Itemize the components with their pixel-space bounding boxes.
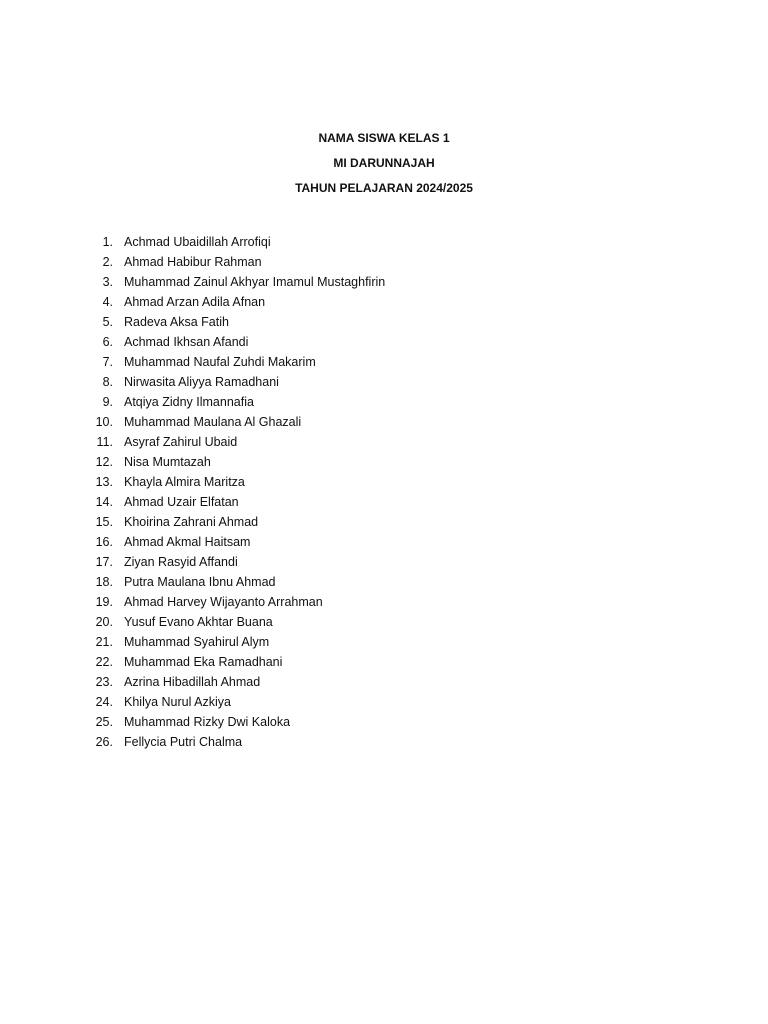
list-item-number: 6. [102,335,113,349]
list-item-number: 10. [95,415,113,429]
student-name: Achmad Ubaidillah Arrofiqi [124,235,271,249]
list-item [0,592,385,612]
list-item-number: 20. [95,615,113,629]
list-item [0,432,385,452]
list-item [0,412,385,432]
student-name: Ziyan Rasyid Affandi [124,555,238,569]
list-item [0,552,385,572]
list-item-number: 9. [102,395,113,409]
student-name: Khayla Almira Maritza [124,475,245,489]
student-name: Ahmad Arzan Adila Afnan [124,295,266,309]
student-name: Azrina Hibadillah Ahmad [124,675,261,689]
student-name: Muhammad Rizky Dwi Kaloka [124,715,291,729]
title-school: MI DARUNNAJAH [333,156,435,170]
student-name: Ahmad Uzair Elfatan [124,495,239,509]
list-item [0,372,385,392]
list-item-number: 7. [102,355,113,369]
list-item-number: 3. [102,275,113,289]
list-item [0,472,385,492]
student-name: Nisa Mumtazah [124,455,211,469]
list-item-number: 8. [102,375,113,389]
student-name: Ahmad Habibur Rahman [124,255,262,269]
list-item [0,512,385,532]
list-item [0,732,385,752]
title-class: NAMA SISWA KELAS 1 [318,131,450,145]
student-list [0,232,385,752]
list-item-number: 13. [95,475,113,489]
list-item [0,332,385,352]
list-item [0,292,385,312]
list-item [0,652,385,672]
student-name: Nirwasita Aliyya Ramadhani [124,375,279,389]
student-name: Fellycia Putri Chalma [124,735,243,749]
list-item [0,272,385,292]
list-item-number: 21. [95,635,113,649]
student-name: Putra Maulana Ibnu Ahmad [124,575,276,589]
list-item-number: 11. [96,435,113,449]
student-name: Radeva Aksa Fatih [124,315,229,329]
student-name: Muhammad Eka Ramadhani [124,655,283,669]
list-item-number: 12. [95,455,113,469]
list-item-number: 2. [102,255,113,269]
list-item-number: 25. [95,715,113,729]
list-item [0,352,385,372]
list-item-number: 4. [102,295,113,309]
list-item-number: 19. [95,595,113,609]
list-item-number: 26. [95,735,113,749]
student-name: Ahmad Akmal Haitsam [124,535,251,549]
list-item-number: 5. [102,315,113,329]
list-item [0,252,385,272]
list-item-number: 22. [95,655,113,669]
list-item [0,672,385,692]
list-item [0,632,385,652]
list-item [0,392,385,412]
student-name: Atqiya Zidny Ilmannafia [124,395,254,409]
list-item [0,532,385,552]
student-name: Ahmad Harvey Wijayanto Arrahman [124,595,323,609]
title-academic-year: TAHUN PELAJARAN 2024/2025 [295,181,473,195]
student-name: Muhammad Syahirul Alym [124,635,270,649]
list-item-number: 23. [95,675,113,689]
student-name: Khilya Nurul Azkiya [124,695,231,709]
list-item-number: 15. [95,515,113,529]
list-item-number: 24. [95,695,113,709]
student-name: Muhammad Zainul Akhyar Imamul Mustaghfirin [124,275,386,289]
list-item [0,312,385,332]
student-name: Muhammad Naufal Zuhdi Makarim [124,355,316,369]
list-item [0,232,385,252]
document-header [0,126,768,201]
list-item [0,692,385,712]
list-item [0,712,385,732]
list-item [0,492,385,512]
list-item [0,612,385,632]
student-name: Muhammad Maulana Al Ghazali [124,415,302,429]
list-item-number: 14. [95,495,113,509]
student-name: Achmad Ikhsan Afandi [124,335,249,349]
list-item-number: 1. [102,235,113,249]
list-item-number: 17. [95,555,113,569]
list-item [0,572,385,592]
student-name: Asyraf Zahirul Ubaid [124,435,238,449]
student-name: Yusuf Evano Akhtar Buana [124,615,273,629]
student-name: Khoirina Zahrani Ahmad [124,515,259,529]
list-item-number: 18. [95,575,113,589]
list-item [0,452,385,472]
list-item-number: 16. [95,535,113,549]
